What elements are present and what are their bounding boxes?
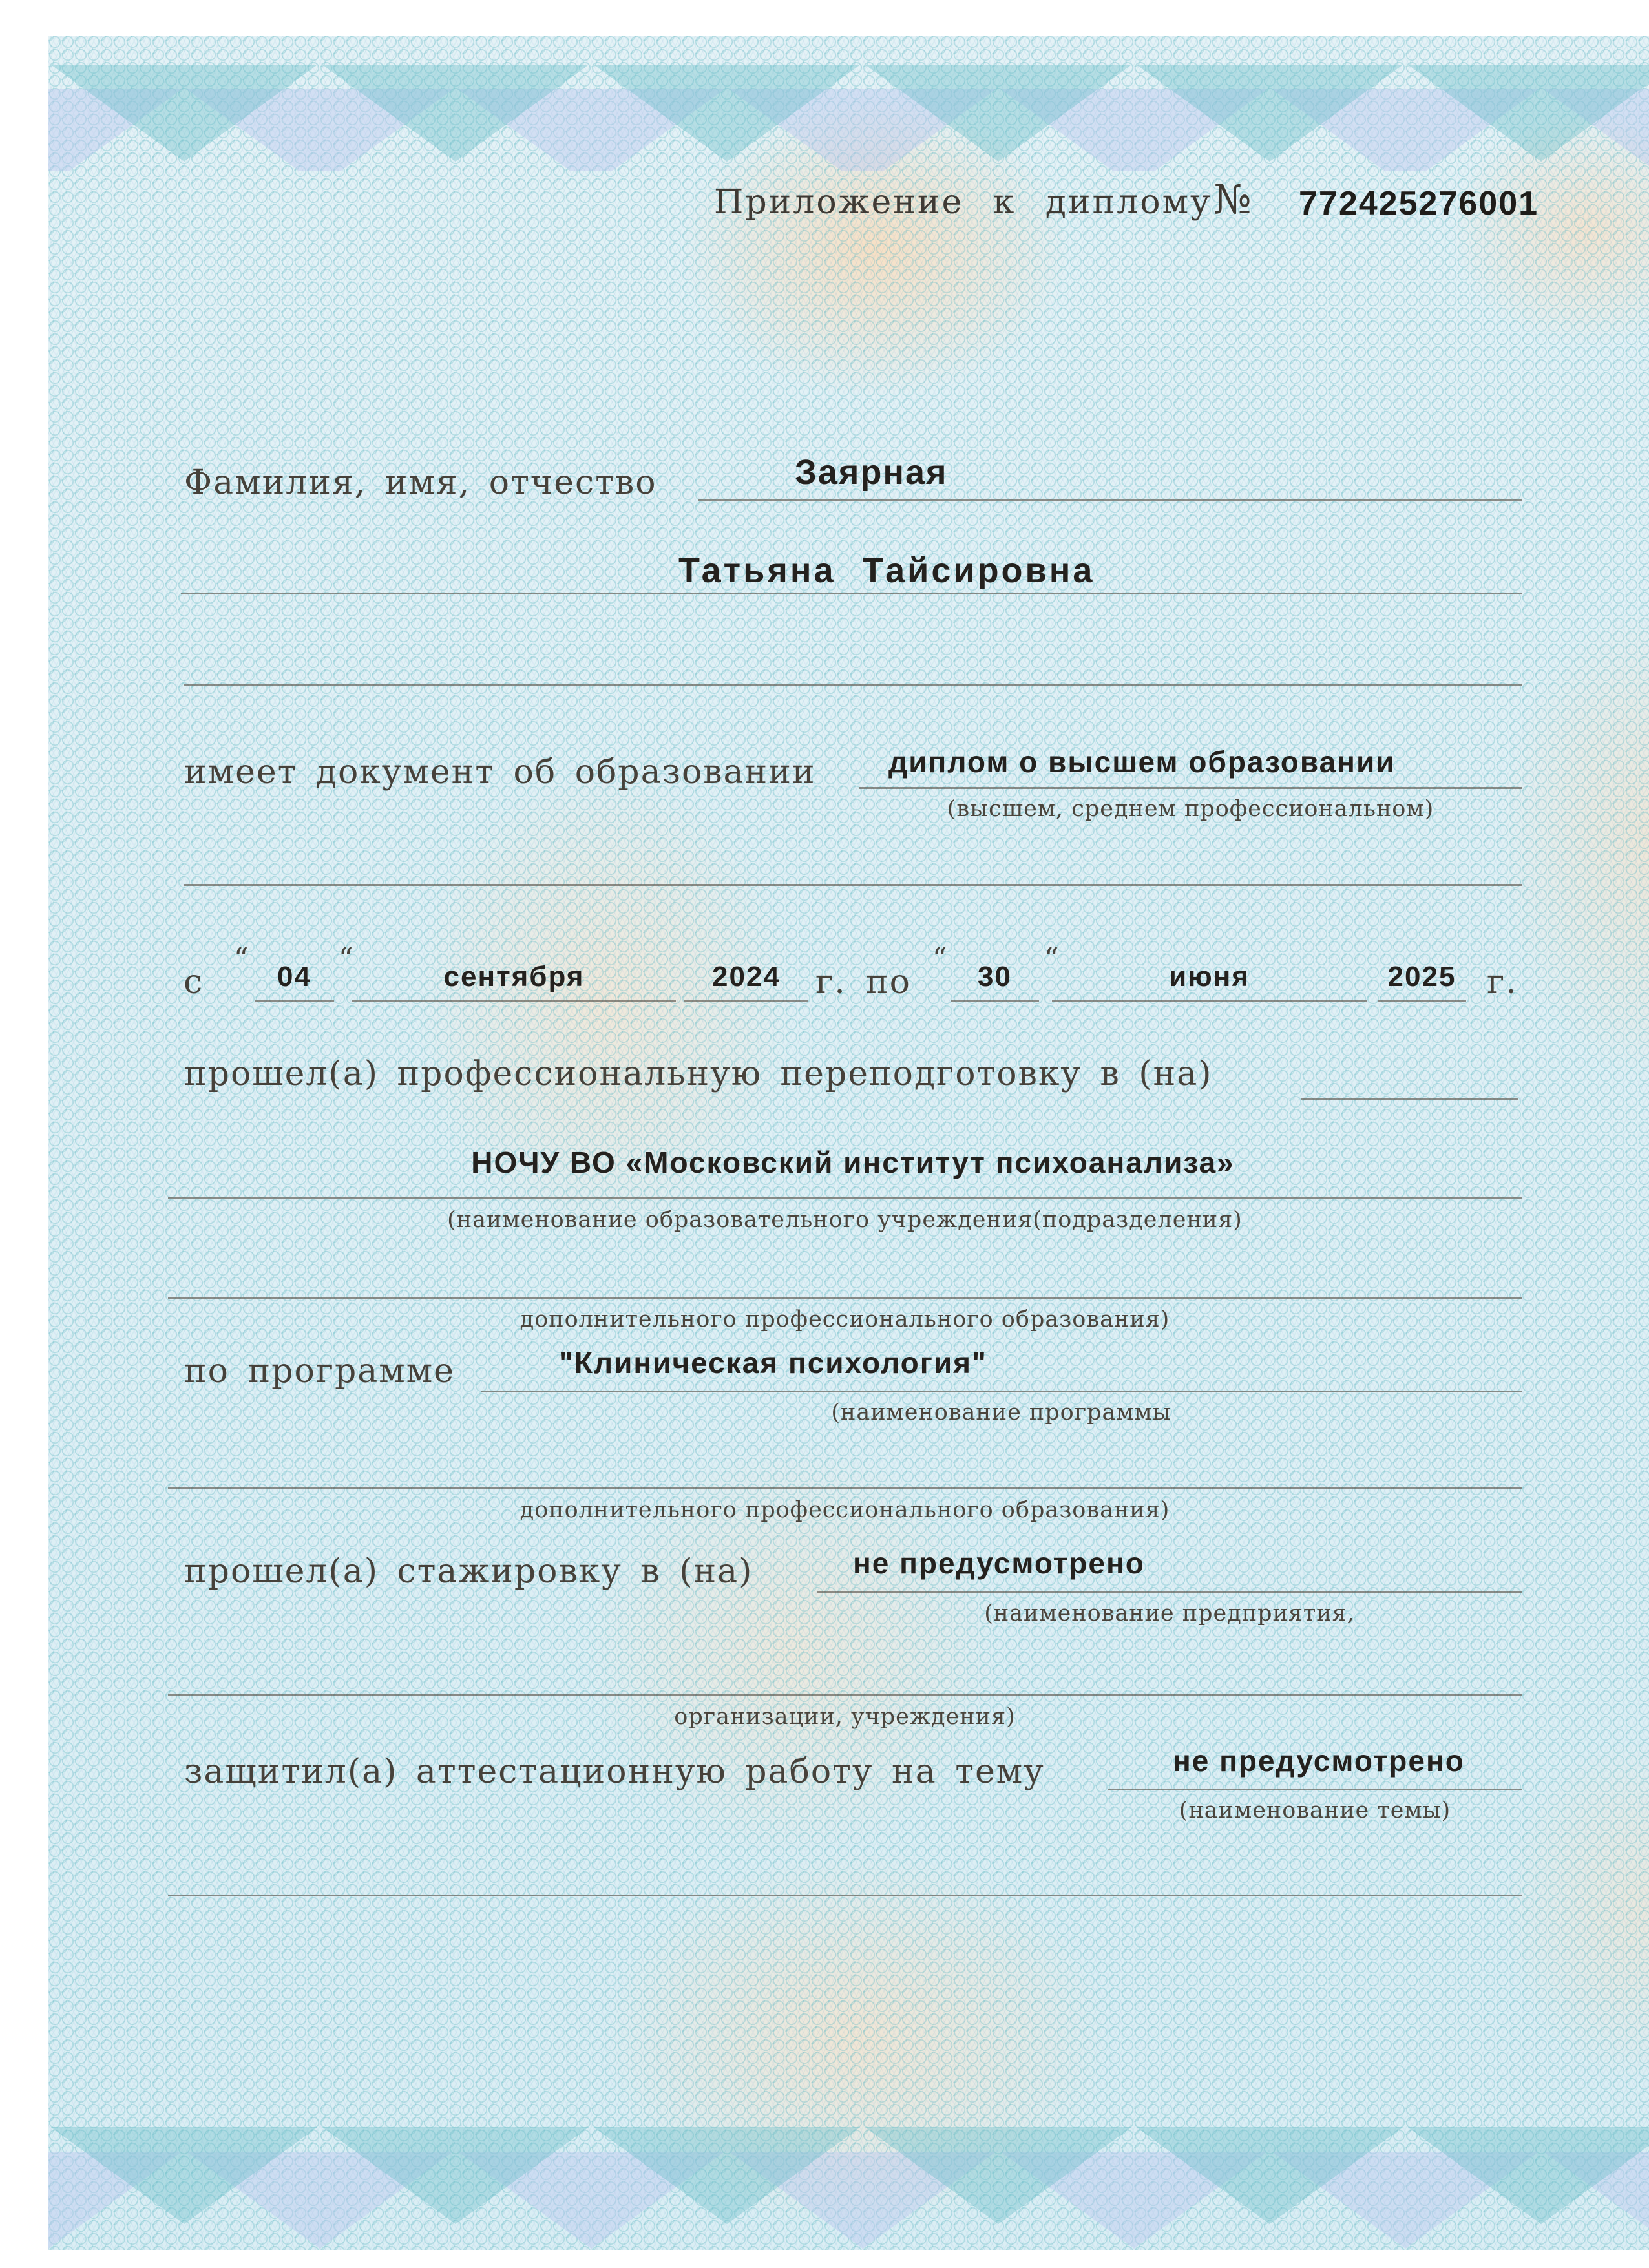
institution-caption: (наименование образовательного учреждения(подразделения) bbox=[447, 1207, 1243, 1233]
fio-label: Фамилия, имя, отчество bbox=[184, 463, 657, 502]
security-band-bottom bbox=[48, 2101, 1649, 2249]
period-to-month: июня bbox=[1169, 961, 1250, 992]
empty-rule-1 bbox=[184, 684, 1522, 686]
education-doc-label: имеет документ об образовании bbox=[184, 753, 816, 792]
retraining-label: прошел(а) профессиональную переподготовку в (на) bbox=[184, 1055, 1213, 1093]
period-from-year: 2024 bbox=[712, 961, 781, 992]
education-doc-caption: (высшем, среднем профессиональном) bbox=[947, 796, 1434, 822]
internship-underline bbox=[817, 1591, 1522, 1593]
doc-number-sign: № bbox=[1213, 176, 1252, 223]
to-day-underline bbox=[951, 1000, 1039, 1002]
full-rule-1 bbox=[168, 1297, 1522, 1299]
security-guilloche-texture bbox=[48, 36, 1649, 2250]
period-from-day: 04 bbox=[277, 961, 311, 992]
period-to-year: 2025 bbox=[1387, 961, 1456, 992]
thesis-label: защитил(а) аттестационную работу на тему bbox=[184, 1752, 1045, 1791]
education-doc-underline bbox=[859, 787, 1522, 789]
full-rule-3 bbox=[168, 1694, 1522, 1696]
period-from-month: сентября bbox=[443, 961, 585, 992]
from-day-underline bbox=[255, 1000, 334, 1002]
full-rule-4 bbox=[168, 1895, 1522, 1896]
quote-close-2: “ bbox=[1044, 942, 1059, 975]
quote-open-2: “ bbox=[932, 942, 947, 975]
program-underline bbox=[481, 1391, 1522, 1392]
internship-value: не предусмотрено bbox=[853, 1546, 1145, 1580]
full-rule-2 bbox=[168, 1487, 1522, 1489]
doc-number: 772425276001 bbox=[1299, 185, 1539, 222]
security-band-top bbox=[48, 39, 1649, 171]
period-to-prefix: по bbox=[866, 963, 911, 1002]
fio-underline-2 bbox=[181, 593, 1522, 594]
to-year-underline bbox=[1378, 1000, 1466, 1002]
period-from-prefix: с bbox=[184, 963, 204, 1002]
to-month-underline bbox=[1052, 1000, 1367, 1002]
empty-rule-2 bbox=[184, 884, 1522, 886]
year-mark-1: г. bbox=[815, 963, 846, 1002]
internship-caption: (наименование предприятия, bbox=[984, 1601, 1355, 1626]
education-doc-value: диплом о высшем образовании bbox=[888, 745, 1396, 779]
fio-surname-value: Заярная bbox=[795, 453, 948, 492]
year-mark-2: г. bbox=[1487, 963, 1518, 1002]
doc-title: Приложение к диплому bbox=[714, 183, 1212, 222]
from-year-underline bbox=[684, 1000, 808, 1002]
program-caption: (наименование программы bbox=[831, 1400, 1171, 1425]
from-month-underline bbox=[352, 1000, 676, 1002]
quote-close-1: “ bbox=[339, 942, 353, 975]
thesis-underline bbox=[1108, 1789, 1522, 1790]
program-value: "Клиническая психология" bbox=[559, 1346, 987, 1380]
thesis-value: не предусмотрено bbox=[1173, 1744, 1465, 1778]
institution-value: НОЧУ ВО «Московский институт психоанализа» bbox=[471, 1146, 1235, 1179]
period-to-day: 30 bbox=[978, 961, 1012, 992]
quote-open-1: “ bbox=[234, 942, 249, 975]
thesis-caption: (наименование темы) bbox=[1179, 1798, 1451, 1823]
institution-caption-2: дополнительного профессионального образования) bbox=[520, 1307, 1170, 1332]
fio-underline bbox=[698, 499, 1522, 501]
internship-label: прошел(а) стажировку в (на) bbox=[184, 1552, 753, 1591]
internship-caption-2: организации, учреждения) bbox=[674, 1704, 1016, 1730]
institution-underline bbox=[168, 1197, 1522, 1199]
fio-name-value: Татьяна Тайсировна bbox=[678, 551, 1095, 590]
retraining-trailing-underline bbox=[1301, 1098, 1518, 1100]
program-caption-2: дополнительного профессионального образования) bbox=[520, 1497, 1170, 1523]
program-label: по программе bbox=[184, 1352, 455, 1391]
